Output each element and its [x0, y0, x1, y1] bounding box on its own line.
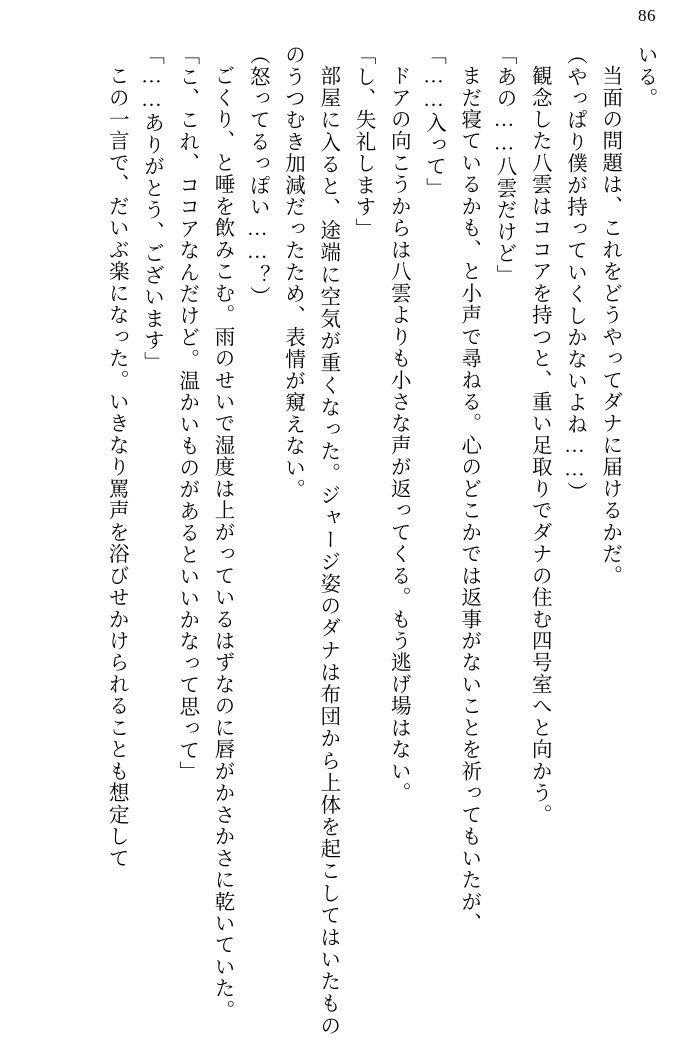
paragraph: いる。: [634, 44, 656, 110]
paragraph: 「し、失礼します」: [352, 44, 374, 240]
paragraph: 「こ、これ、ココアなんだけど。温かいものがあるといいかなって思って」: [175, 44, 198, 783]
paragraph: 「あの……八雲だけど」: [493, 44, 515, 287]
paragraph: 部屋に入ると、途端に空気が重くなった。ジャージ姿のダナは布団から上体を起こしてはいたもののうつむき加減だったため、表情が窺えない。: [281, 44, 339, 1036]
paragraph: ドアの向こうからは八雲よりも小さな声が返ってくる。もう逃げ場はない。: [387, 64, 410, 804]
page-number: 86: [638, 6, 656, 25]
paragraph: ごくり、と唾を飲みこむ。雨のせいで湿度は上がっているはずなのに唇がかさかさに乾いていた。: [211, 64, 233, 1021]
paragraph: （やっぱり僕が持っていくしかないよね……）: [563, 44, 586, 504]
paragraph: 「……ありがとう、ございます」: [140, 44, 163, 373]
paragraph: 「……入って」: [422, 44, 445, 200]
paragraph: 当面の問題は、これをどうやってダナに届けるかだ。: [598, 64, 621, 587]
paragraph: （怒ってるっぽい……？）: [246, 44, 269, 308]
paragraph: まだ寝ているかも、と小声で尋ねる。心のどこかでは返事がないことを祈ってもいたが、: [457, 64, 480, 934]
page-body-text: [28, 44, 662, 1036]
paragraph: この一言で、だいぶ楽になった。いきなり罵声を浴びせかけられることも想定して: [105, 64, 128, 869]
paragraph: 観念した八雲はココアを持つと、重い足取りでダナの住む四号室へと向かう。: [528, 64, 551, 826]
